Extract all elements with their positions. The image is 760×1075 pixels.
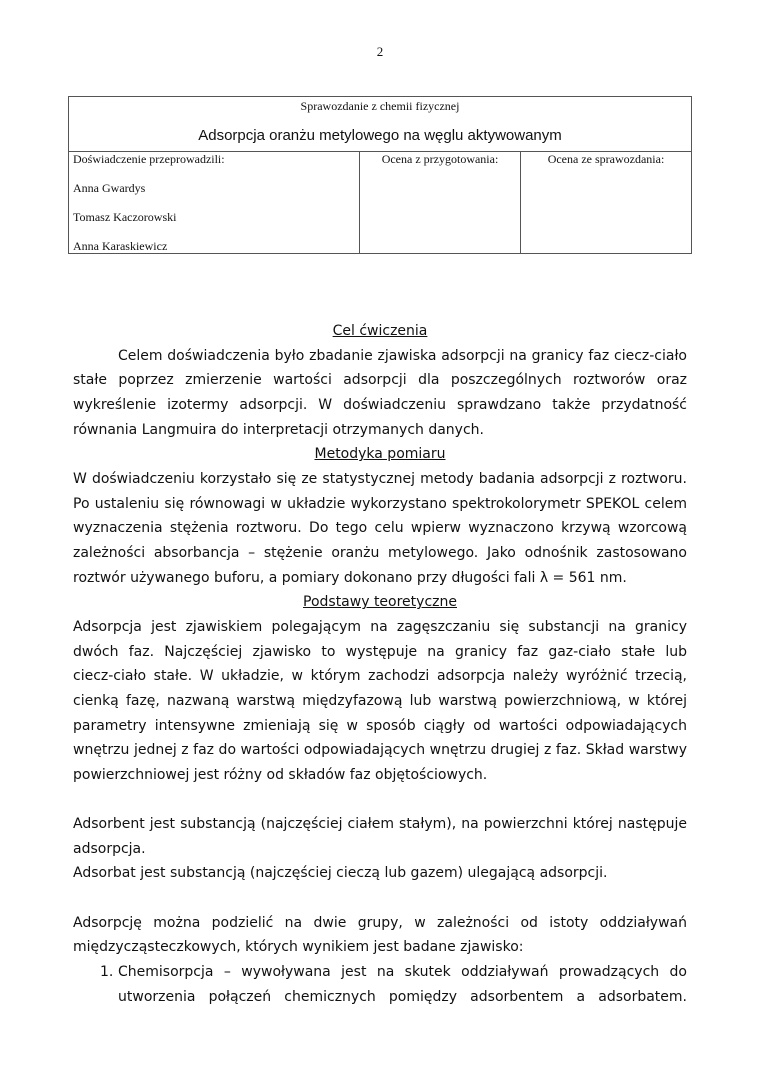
author: Anna Gwardys	[73, 181, 146, 195]
theory-line: dwóch faz. Najczęściej zjawisko to występuje na granicy faz gaz-ciało stałe lub	[73, 643, 687, 660]
theory-line: cienką fazę, nazwaną warstwą międzyfazową lub warstwą powierzchniową, w której	[73, 692, 687, 709]
adsorbate-line: Adsorbat jest substancją (najczęściej cieczą lub gazem) ulegającą adsorpcji.	[73, 865, 608, 882]
authors-cell	[69, 152, 360, 254]
theory-line: Adsorpcja jest zjawiskiem polegającym na zagęszczaniu się substancji na granicy	[73, 618, 687, 635]
method-line: wyznaczenia stężenia roztworu. Do tego celu wpierw wyznaczono krzywą wzorcową	[73, 520, 687, 537]
method-line: zależności absorbancja – stężenie oranżu metylowego. Jako odnośnik zastosowano	[73, 544, 687, 561]
method-heading: Metodyka pomiaru	[314, 446, 446, 463]
theory-line: parametry intensywne zmieniają się w sposób ciągły od wartości odpowiadających	[73, 717, 687, 734]
report-title: Adsorpcja oranżu metylowego na węglu aktywowanym	[198, 127, 562, 144]
adsorbent-line: Adsorbent jest substancją (najczęściej ciałem stałym), na powierzchni której następuje	[73, 816, 687, 833]
report-grade-label: Ocena ze sprawozdania:	[547, 152, 665, 166]
division-line: międzycząsteczkowych, których wynikiem jest badane zjawisko:	[73, 939, 524, 956]
prep-grade-cell	[360, 152, 521, 254]
report-grade-cell	[521, 152, 692, 254]
division-line: Adsorpcję można podzielić na dwie grupy, w zależności od istoty oddziaływań	[73, 914, 687, 931]
performed-by-label: Doświadczenie przeprowadzili:	[73, 152, 225, 166]
adsorbent-line: adsorpcja.	[73, 840, 146, 857]
method-line: roztwór używanego buforu, a pomiary dokonano przy długości fali λ = 561 nm.	[73, 569, 627, 586]
theory-heading: Podstawy teoretyczne	[303, 594, 457, 611]
goal-line: równania Langmuira do interpretacji otrzymanych danych.	[73, 421, 484, 438]
method-line: Po ustaleniu się równowagi w układzie wykorzystano spektrokolorymetr SPEKOL celem	[73, 495, 687, 512]
document-body	[73, 319, 687, 1009]
theory-line: wnętrzu jednej z faz do wartości odpowiadających wnętrzu drugiej z faz. Skład warstwy	[73, 742, 687, 759]
list-item	[73, 960, 687, 1009]
theory-line: ciecz-ciało stałe. W układzie, w którym zachodzi adsorpcja należy wyróżnić trzecią,	[73, 668, 687, 685]
list-item-line: utworzenia połączeń chemicznych pomiędzy adsorbentem a adsorbatem.	[118, 988, 687, 1005]
page-number: 2	[376, 44, 384, 59]
goal-line: wykreślenie izotermy adsorpcji. W doświadczeniu sprawdzano także przydatność	[73, 396, 687, 413]
report-subtitle: Sprawozdanie z chemii fizycznej	[300, 99, 460, 113]
report-header-table	[68, 96, 692, 254]
author: Tomasz Kaczorowski	[73, 210, 177, 224]
goal-line: stałe poprzez zmierzenie wartości adsorpcji dla poszczególnych roztworów oraz	[73, 372, 687, 389]
report-title-cell	[69, 97, 692, 152]
author: Anna Karaskiewicz	[73, 239, 168, 253]
list-item-line: Chemisorpcja – wywoływana jest na skutek oddziaływań prowadzących do	[118, 964, 687, 981]
list-number: 1.	[100, 964, 114, 981]
theory-line: powierzchniowej jest różny od składów faz objętościowych.	[73, 766, 488, 783]
method-line: W doświadczeniu korzystało się ze statystycznej metody badania adsorpcji z roztworu.	[73, 470, 687, 487]
goal-line: Celem doświadczenia było zbadanie zjawiska adsorpcji na granicy faz ciecz-ciało	[118, 347, 687, 364]
goal-heading: Cel ćwiczenia	[332, 323, 428, 339]
prep-grade-label: Ocena z przygotowania:	[381, 152, 499, 166]
